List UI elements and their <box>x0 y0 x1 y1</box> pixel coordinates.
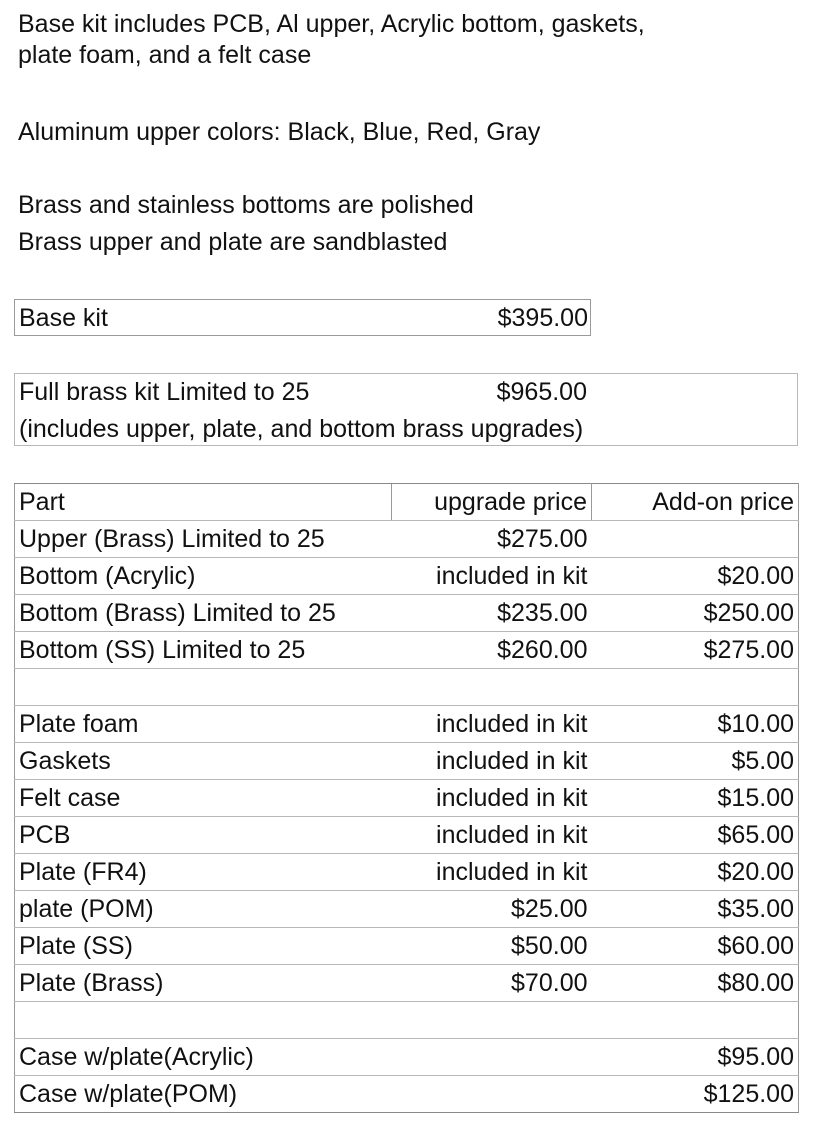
part-cell: Plate (FR4) <box>15 854 392 891</box>
kit-description-line-1: Base kit includes PCB, Al upper, Acrylic bottom, gaskets, <box>18 10 645 38</box>
part-cell: Plate (SS) <box>15 928 392 965</box>
table-spacer-row <box>15 1002 799 1039</box>
full-brass-kit-note: (includes upper, plate, and bottom brass upgrades) <box>19 415 584 443</box>
upgrade-price-cell: included in kit <box>392 743 592 780</box>
part-cell <box>15 1002 392 1039</box>
table-row <box>15 854 799 891</box>
addon-price-cell: $15.00 <box>592 780 799 817</box>
upgrade-price-cell: included in kit <box>392 817 592 854</box>
upgrade-price-cell: included in kit <box>392 706 592 743</box>
table-row <box>15 928 799 965</box>
addon-price-cell: $65.00 <box>592 817 799 854</box>
full-brass-kit-label: Full brass kit Limited to 25 <box>19 378 310 406</box>
part-cell: Plate (Brass) <box>15 965 392 1002</box>
upgrade-price-cell: $25.00 <box>392 891 592 928</box>
part-cell: Case w/plate(Acrylic) <box>15 1039 392 1076</box>
full-brass-kit-price: $965.00 <box>496 378 587 406</box>
table-row <box>15 743 799 780</box>
table-row <box>15 1076 799 1113</box>
table-spacer-row <box>15 669 799 706</box>
parts-price-table <box>14 483 799 1113</box>
full-brass-kit-block <box>14 373 798 446</box>
kit-description-line-2: plate foam, and a felt case <box>18 41 312 69</box>
addon-price-cell <box>592 669 799 706</box>
addon-price-cell: $275.00 <box>592 632 799 669</box>
upgrade-price-cell: $235.00 <box>392 595 592 632</box>
addon-price-cell: $35.00 <box>592 891 799 928</box>
addon-price-cell: $20.00 <box>592 854 799 891</box>
upgrade-price-cell: included in kit <box>392 854 592 891</box>
header-addon-price: Add-on price <box>592 484 799 521</box>
upper-colors-note: Aluminum upper colors: Black, Blue, Red, Gray <box>18 118 541 146</box>
addon-price-cell: $5.00 <box>592 743 799 780</box>
table-row <box>15 632 799 669</box>
table-row <box>15 706 799 743</box>
upgrade-price-cell <box>392 1039 592 1076</box>
part-cell: Upper (Brass) Limited to 25 <box>15 521 392 558</box>
addon-price-cell: $60.00 <box>592 928 799 965</box>
part-cell: Bottom (SS) Limited to 25 <box>15 632 392 669</box>
addon-price-cell: $250.00 <box>592 595 799 632</box>
header-upgrade-price: upgrade price <box>392 484 592 521</box>
addon-price-cell: $95.00 <box>592 1039 799 1076</box>
table-row <box>15 891 799 928</box>
table-row <box>15 780 799 817</box>
part-cell: PCB <box>15 817 392 854</box>
finish-note-polished: Brass and stainless bottoms are polished <box>18 191 474 219</box>
part-cell: Bottom (Acrylic) <box>15 558 392 595</box>
upgrade-price-cell: $275.00 <box>392 521 592 558</box>
addon-price-cell <box>592 1002 799 1039</box>
upgrade-price-cell: included in kit <box>392 780 592 817</box>
part-cell: Felt case <box>15 780 392 817</box>
table-row <box>15 817 799 854</box>
finish-note-sandblasted: Brass upper and plate are sandblasted <box>18 228 448 256</box>
part-cell: Plate foam <box>15 706 392 743</box>
part-cell: Gaskets <box>15 743 392 780</box>
part-cell: Bottom (Brass) Limited to 25 <box>15 595 392 632</box>
part-cell <box>15 669 392 706</box>
part-cell: Case w/plate(POM) <box>15 1076 392 1113</box>
base-kit-price: $395.00 <box>497 304 588 332</box>
addon-price-cell <box>592 521 799 558</box>
table-row <box>15 965 799 1002</box>
table-row <box>15 521 799 558</box>
part-cell: plate (POM) <box>15 891 392 928</box>
upgrade-price-cell <box>392 1002 592 1039</box>
base-kit-row <box>14 299 591 336</box>
addon-price-cell: $10.00 <box>592 706 799 743</box>
addon-price-cell: $125.00 <box>592 1076 799 1113</box>
header-part: Part <box>15 484 392 521</box>
table-row <box>15 1039 799 1076</box>
upgrade-price-cell: $70.00 <box>392 965 592 1002</box>
upgrade-price-cell: $50.00 <box>392 928 592 965</box>
upgrade-price-cell <box>392 1076 592 1113</box>
addon-price-cell: $20.00 <box>592 558 799 595</box>
upgrade-price-cell: included in kit <box>392 558 592 595</box>
addon-price-cell: $80.00 <box>592 965 799 1002</box>
upgrade-price-cell: $260.00 <box>392 632 592 669</box>
table-row <box>15 595 799 632</box>
base-kit-label: Base kit <box>19 304 108 332</box>
table-row <box>15 558 799 595</box>
upgrade-price-cell <box>392 669 592 706</box>
table-header-row <box>15 484 799 521</box>
